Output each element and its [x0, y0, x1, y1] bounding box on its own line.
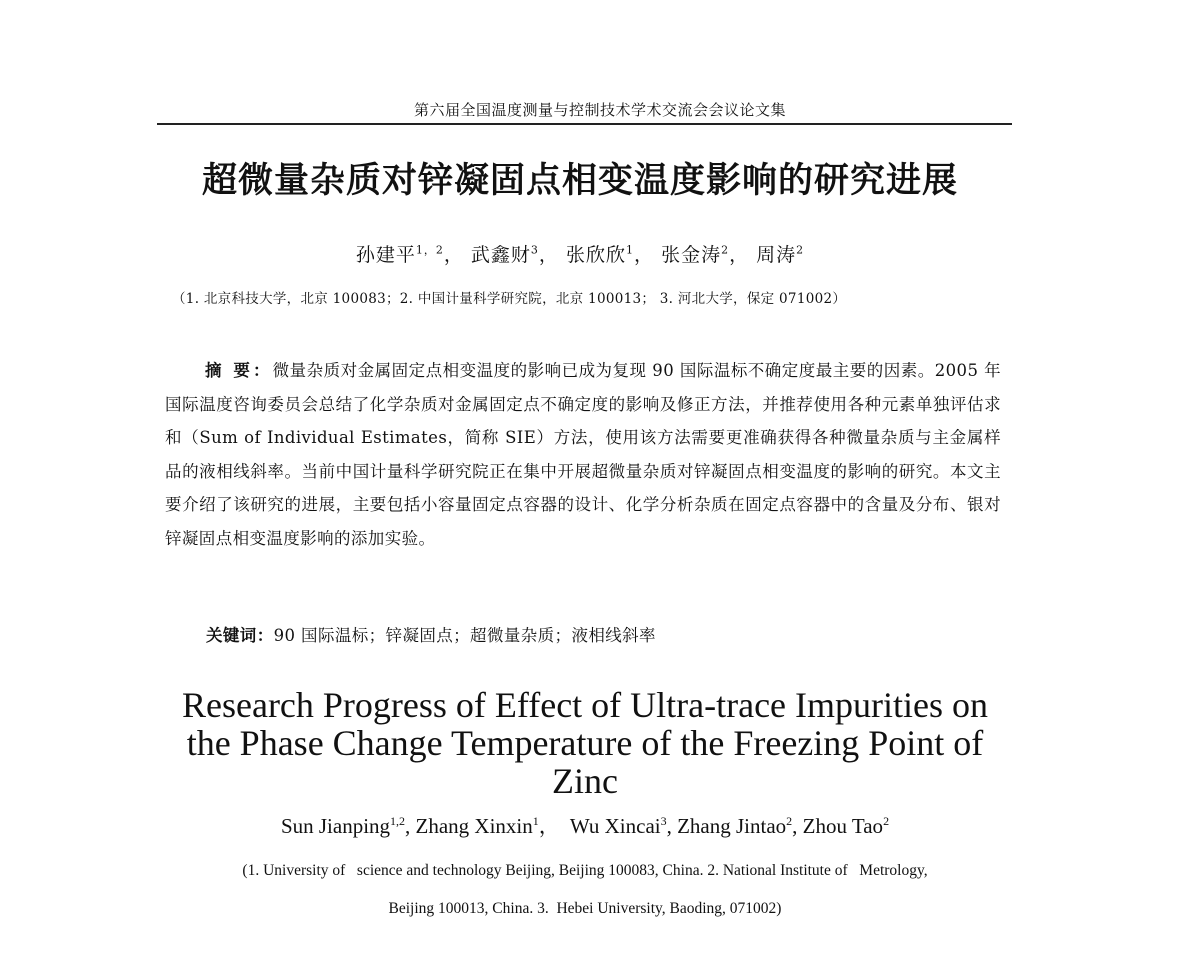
en-author: Zhou Tao — [802, 814, 884, 838]
keywords-text: 90 国际温标；锌凝固点；超微量杂质；液相线斜率 — [273, 626, 656, 645]
cn-author: 周涛 — [756, 244, 797, 266]
cn-author: 武鑫财 — [470, 244, 531, 266]
en-author: Wu Xincai — [569, 814, 661, 838]
keywords-label: 关键词： — [206, 626, 274, 645]
cn-author: 孙建平 — [355, 244, 416, 266]
cn-author: 张金涛 — [661, 244, 722, 266]
english-authors — [0, 810, 1170, 840]
cn-author: 张欣欣 — [565, 244, 626, 266]
en-author-separator: ， — [538, 814, 570, 838]
en-author-separator: , — [666, 814, 678, 838]
cn-author-affil: 2 — [721, 243, 730, 257]
en-author-separator: , — [405, 814, 416, 838]
abstract-label: 摘 要： — [205, 361, 273, 380]
chinese-authors — [0, 240, 1160, 267]
cn-author-affil: 1 — [626, 243, 634, 257]
en-author-affil: 1,2 — [390, 814, 406, 828]
en-author-affil: 1 — [532, 814, 539, 828]
cn-author-affil: 2 — [796, 243, 805, 257]
running-header: 第六届全国温度测量与控制技术学术交流会会议论文集 — [413, 101, 786, 119]
english-title: Research Progress of Effect of Ultra-trace Impurities on the Phase Change Temperature of the Freezing Point of Zinc — [181, 685, 989, 801]
author-separator: ， — [729, 244, 750, 266]
cn-author-affil: 1，2 — [415, 243, 444, 257]
en-author: Zhang Jintao — [677, 814, 787, 838]
header-rule — [157, 123, 1012, 125]
en-author: Zhang Xinxin — [415, 814, 533, 838]
en-author-affil: 2 — [883, 814, 890, 828]
author-separator: ， — [443, 244, 464, 266]
author-separator: ， — [538, 244, 559, 266]
author-separator: ， — [634, 244, 655, 266]
abstract-text: 微量杂质对金属固定点相变温度的影响已成为复现 90 国际温标不确定度最主要的因素。2005 年国际温度咨询委员会总结了化学杂质对金属固定点不确定度的影响及修正方法，并推荐使用各种元素单独评估求和（Sum of Individual Estimates，简称 SIE）方法，使用该方法需要更准确获得各种微量杂质与主金属样品的液相线斜率。当前中国计量科学研究院正在集中开展超微量杂质对锌凝固点相变温度的影响的研究。本文主要介绍了该研究的进展，主要包括小容量固定点容器的设计、化学分析杂质在固定点容器中的含量及分布、银对锌凝固点相变温度影响的添加实验。 — [165, 361, 1001, 548]
chinese-affiliations: （1. 北京科技大学，北京 100083；2. 中国计量科学研究院，北京 100013； 3. 河北大学，保定 071002） — [172, 291, 847, 307]
en-author-affil: 2 — [786, 814, 793, 828]
en-author-affil: 3 — [660, 814, 667, 828]
en-author: Sun Jianping — [280, 814, 391, 838]
english-affiliation-line: (1. University of science and technology Beijing, Beijing 100083, China. 2. National Institute of Metrology, — [242, 862, 928, 879]
chinese-title: 超微量杂质对锌凝固点相变温度影响的研究进展 — [201, 161, 958, 201]
english-affiliations — [165, 852, 1005, 928]
cn-author-affil: 3 — [530, 243, 539, 257]
english-affiliation-line: Beijing 100013, China. 3. Hebei University, Baoding, 071002) — [388, 900, 782, 917]
chinese-abstract — [165, 354, 1001, 556]
en-author-separator: , — [792, 814, 803, 838]
chinese-keywords — [206, 622, 1006, 646]
